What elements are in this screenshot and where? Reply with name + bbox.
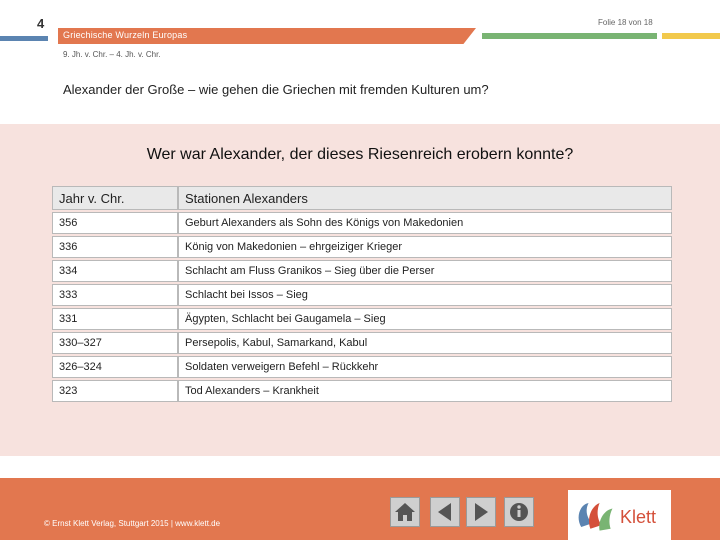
table-row: [52, 212, 672, 234]
station-cell: Schlacht am Fluss Granikos – Sieg über die Perser: [178, 260, 672, 282]
year-cell: 336: [52, 236, 178, 258]
accent-bar-yellow: [662, 33, 720, 39]
column-header-year: Jahr v. Chr.: [52, 186, 178, 210]
year-cell: 323: [52, 380, 178, 402]
year-cell: 356: [52, 212, 178, 234]
accent-bar-green: [482, 33, 657, 39]
klett-logo-icon: [572, 492, 618, 538]
table-row: [52, 332, 672, 354]
home-icon: [391, 498, 419, 526]
home-button[interactable]: [390, 497, 420, 527]
station-cell: Geburt Alexanders als Sohn des Königs von Makedonien: [178, 212, 672, 234]
year-cell: 334: [52, 260, 178, 282]
slide-counter: Folie 18 von 18: [598, 18, 653, 27]
slide-title: Alexander der Große – wie gehen die Griechen mit fremden Kulturen um?: [63, 82, 489, 97]
klett-logo-text: Klett: [620, 507, 657, 527]
table-row: [52, 308, 672, 330]
table-row: [52, 260, 672, 282]
stations-table: [52, 184, 672, 404]
klett-logo: [568, 490, 671, 540]
year-cell: 333: [52, 284, 178, 306]
station-cell: König von Makedonien – ehrgeiziger Krieger: [178, 236, 672, 258]
next-slide-button[interactable]: [466, 497, 496, 527]
station-cell: Tod Alexanders – Krankheit: [178, 380, 672, 402]
table-row: [52, 356, 672, 378]
station-cell: Persepolis, Kabul, Samarkand, Kabul: [178, 332, 672, 354]
info-icon: [505, 498, 533, 526]
station-cell: Schlacht bei Issos – Sieg: [178, 284, 672, 306]
info-button[interactable]: [504, 497, 534, 527]
prev-arrow-icon: [431, 498, 459, 526]
year-cell: 326–324: [52, 356, 178, 378]
previous-slide-button[interactable]: [430, 497, 460, 527]
table-row: [52, 284, 672, 306]
period-subtitle: 9. Jh. v. Chr. – 4. Jh. v. Chr.: [63, 50, 161, 59]
copyright-text: © Ernst Klett Verlag, Stuttgart 2015 | www.klett.de: [44, 519, 221, 528]
question-heading: Wer war Alexander, der dieses Riesenreich erobern konnte?: [146, 146, 574, 163]
table-row: [52, 380, 672, 402]
table-row: [52, 236, 672, 258]
next-arrow-icon: [467, 498, 495, 526]
accent-bar-blue: [0, 36, 48, 41]
station-cell: Ägypten, Schlacht bei Gaugamela – Sieg: [178, 308, 672, 330]
chapter-number: 4: [37, 16, 45, 31]
station-cell: Soldaten verweigern Befehl – Rückkehr: [178, 356, 672, 378]
table-header-row: [52, 186, 672, 210]
year-cell: 331: [52, 308, 178, 330]
column-header-stations: Stationen Alexanders: [178, 186, 672, 210]
year-cell: 330–327: [52, 332, 178, 354]
chapter-title: Griechische Wurzeln Europas: [63, 30, 188, 40]
